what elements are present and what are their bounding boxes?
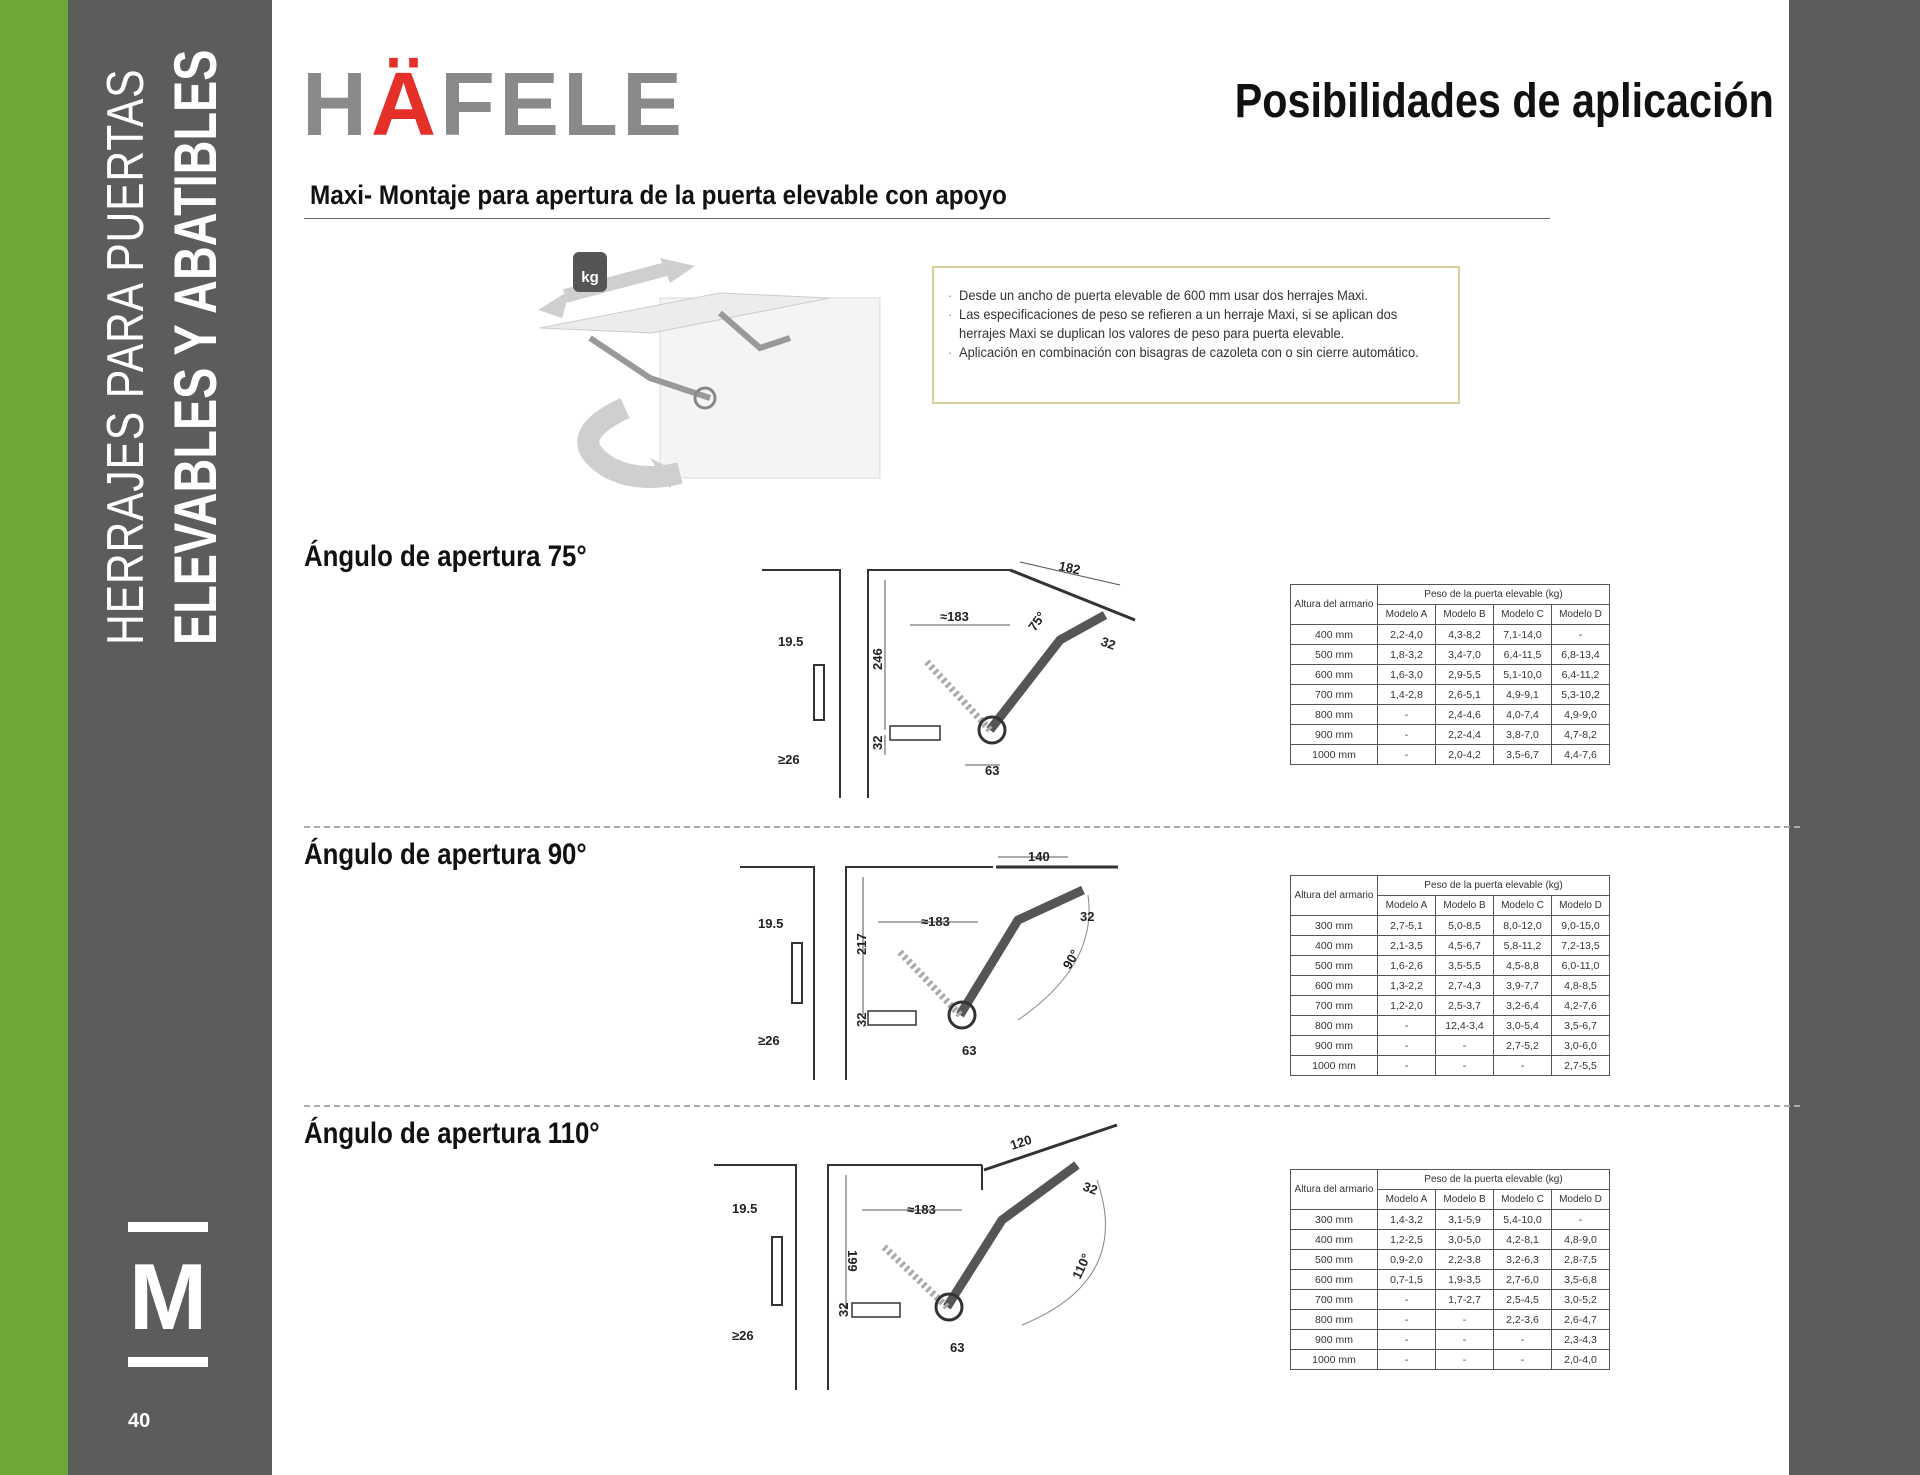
table-row: [1291, 1330, 1610, 1350]
table-cell: 300 mm: [1291, 1210, 1378, 1230]
dim-top: 182: [1057, 558, 1082, 578]
table-model-header: Modelo B: [1436, 896, 1494, 916]
diagram-75: [760, 550, 1140, 800]
table-model-header: Modelo A: [1378, 1190, 1436, 1210]
table-cell: 2,7-5,1: [1378, 916, 1436, 936]
dim-arm: 32: [1080, 909, 1095, 924]
table-row-header: Altura del armario: [1291, 1170, 1378, 1210]
dim-top: 140: [1028, 849, 1050, 864]
table-cell: -: [1494, 1056, 1552, 1076]
table-cell: 6,0-11,0: [1552, 956, 1610, 976]
angle-title-90: Ángulo de apertura 90°: [304, 838, 587, 871]
table-cell: 3,2-6,3: [1494, 1250, 1552, 1270]
sidebar-green-strip: [0, 0, 68, 1475]
notes-box: [932, 266, 1460, 404]
table-cell: -: [1552, 1210, 1610, 1230]
table-cell: 3,1-5,9: [1436, 1210, 1494, 1230]
dim-side-offset: 19.5: [778, 634, 804, 649]
table-row: [1291, 1310, 1610, 1330]
sidebar-title-line2: ELEVABLES Y ABATIBLES: [162, 49, 229, 645]
table-cell: 2,7-5,5: [1552, 1056, 1610, 1076]
table-cell: -: [1378, 705, 1436, 725]
table-cell: -: [1436, 1036, 1494, 1056]
table-row: [1291, 1210, 1610, 1230]
table-cell: 500 mm: [1291, 1250, 1378, 1270]
right-margin-strip: [1789, 0, 1920, 1475]
table-cell: 5,3-10,2: [1552, 685, 1610, 705]
table-cell: 5,0-8,5: [1436, 916, 1494, 936]
section-title: Maxi- Montaje para apertura de la puerta elevable con apoyo: [310, 180, 1007, 210]
dim-angle: 110°: [1069, 1251, 1094, 1282]
table-row: [1291, 705, 1610, 725]
table-cell: 3,5-6,8: [1552, 1270, 1610, 1290]
table-cell: 800 mm: [1291, 705, 1378, 725]
table-cell: 3,4-7,0: [1436, 645, 1494, 665]
table-cell: 7,1-14,0: [1494, 625, 1552, 645]
table-cell: 4,0-7,4: [1494, 705, 1552, 725]
note-item: · Aplicación en combinación con bisagras de cazoleta con o sin cierre automático.: [948, 343, 1446, 362]
table-cell: 4,7-8,2: [1552, 725, 1610, 745]
table-row: [1291, 625, 1610, 645]
dim-width: ≈183: [940, 609, 969, 624]
diagram-110: [712, 1120, 1122, 1395]
table-cell: 3,0-5,0: [1436, 1230, 1494, 1250]
table-model-header: Modelo C: [1494, 605, 1552, 625]
table-cell: 2,8-7,5: [1552, 1250, 1610, 1270]
table-cell: 600 mm: [1291, 976, 1378, 996]
table-cell: 5,1-10,0: [1494, 665, 1552, 685]
table-cell: 6,8-13,4: [1552, 645, 1610, 665]
table-cell: 2,9-5,5: [1436, 665, 1494, 685]
table-cell: 900 mm: [1291, 725, 1378, 745]
table-cell: 900 mm: [1291, 1330, 1378, 1350]
block-divider: [304, 826, 1800, 828]
diagram-90: [738, 845, 1123, 1085]
table-row: [1291, 976, 1610, 996]
table-cell: 4,3-8,2: [1436, 625, 1494, 645]
note-item: · Las especificaciones de peso se refieren a un herraje Maxi, si se aplican dos herrajes Maxi se duplican los valores de peso para puerta elevable.: [948, 305, 1446, 343]
table-cell: 1,4-3,2: [1378, 1210, 1436, 1230]
table-cell: 7,2-13,5: [1552, 936, 1610, 956]
dim-width: ≈183: [921, 914, 950, 929]
table-cell: 4,5-8,8: [1494, 956, 1552, 976]
table-cell: 0,9-2,0: [1378, 1250, 1436, 1270]
table-row-header: Altura del armario: [1291, 585, 1378, 625]
table-row: [1291, 936, 1610, 956]
table-cell: 3,5-5,5: [1436, 956, 1494, 976]
dim-arm: 32: [1098, 633, 1118, 653]
table-cell: 6,4-11,2: [1552, 665, 1610, 685]
dim-lower: 32: [870, 735, 885, 750]
table-model-header: Modelo A: [1378, 605, 1436, 625]
table-cell: 1,9-3,5: [1436, 1270, 1494, 1290]
table-model-header: Modelo D: [1552, 896, 1610, 916]
table-cell: -: [1378, 745, 1436, 765]
table-row: [1291, 1350, 1610, 1370]
table-cell: 400 mm: [1291, 936, 1378, 956]
weight-table-90: [1290, 875, 1610, 1076]
table-cell: 8,0-12,0: [1494, 916, 1552, 936]
table-cell: 2,2-3,8: [1436, 1250, 1494, 1270]
table-cell: 2,7-6,0: [1494, 1270, 1552, 1290]
kg-label: kg: [581, 269, 599, 286]
table-cell: 1000 mm: [1291, 1056, 1378, 1076]
sidebar-title: [97, 49, 229, 645]
section-divider: [304, 218, 1550, 219]
table-row: [1291, 916, 1610, 936]
table-cell: 800 mm: [1291, 1310, 1378, 1330]
table-row: [1291, 996, 1610, 1016]
table-cell: 1,3-2,2: [1378, 976, 1436, 996]
table-cell: 2,6-4,7: [1552, 1310, 1610, 1330]
table-cell: 2,0-4,2: [1436, 745, 1494, 765]
table-cell: 5,8-11,2: [1494, 936, 1552, 956]
table-cell: 3,8-7,0: [1494, 725, 1552, 745]
table-row: [1291, 1250, 1610, 1270]
table-cell: 700 mm: [1291, 996, 1378, 1016]
table-row: [1291, 645, 1610, 665]
table-cell: 4,8-9,0: [1552, 1230, 1610, 1250]
table-cell: 1,4-2,8: [1378, 685, 1436, 705]
table-row: [1291, 745, 1610, 765]
table-cell: 500 mm: [1291, 956, 1378, 976]
table-group-header: Peso de la puerta elevable (kg): [1378, 1170, 1610, 1190]
table-cell: 900 mm: [1291, 1036, 1378, 1056]
table-cell: -: [1552, 625, 1610, 645]
table-cell: 600 mm: [1291, 1270, 1378, 1290]
table-cell: 3,0-6,0: [1552, 1036, 1610, 1056]
table-group-header: Peso de la puerta elevable (kg): [1378, 585, 1610, 605]
table-cell: -: [1378, 1056, 1436, 1076]
table-row: [1291, 1290, 1610, 1310]
dim-side-min: ≥26: [732, 1328, 754, 1343]
table-cell: 1,2-2,5: [1378, 1230, 1436, 1250]
lift-door-illustration: [530, 238, 900, 488]
table-cell: 3,9-7,7: [1494, 976, 1552, 996]
table-cell: 4,9-9,0: [1552, 705, 1610, 725]
table-cell: 2,2-4,0: [1378, 625, 1436, 645]
table-row: [1291, 1036, 1610, 1056]
table-cell: -: [1378, 1310, 1436, 1330]
weight-table-75: [1290, 584, 1610, 765]
maxi-m-logo-icon: [128, 1222, 208, 1367]
table-cell: 9,0-15,0: [1552, 916, 1610, 936]
table-cell: 300 mm: [1291, 916, 1378, 936]
angle-title-110: Ángulo de apertura 110°: [304, 1117, 600, 1150]
table-cell: 5,4-10,0: [1494, 1210, 1552, 1230]
table-cell: -: [1378, 725, 1436, 745]
table-cell: 2,2-4,4: [1436, 725, 1494, 745]
table-cell: 600 mm: [1291, 665, 1378, 685]
table-model-header: Modelo A: [1378, 896, 1436, 916]
table-cell: 2,1-3,5: [1378, 936, 1436, 956]
table-cell: -: [1436, 1330, 1494, 1350]
table-row-header: Altura del armario: [1291, 876, 1378, 916]
table-cell: 3,2-6,4: [1494, 996, 1552, 1016]
dim-angle: 75°: [1025, 609, 1049, 634]
sidebar-title-line1: HERRAJES PARA PUERTAS: [97, 68, 155, 645]
table-cell: 1000 mm: [1291, 745, 1378, 765]
table-row: [1291, 725, 1610, 745]
table-cell: 3,0-5,2: [1552, 1290, 1610, 1310]
table-cell: 1,8-3,2: [1378, 645, 1436, 665]
dim-side-offset: 19.5: [732, 1201, 758, 1216]
dim-depth: 63: [985, 763, 1000, 778]
dim-side-offset: 19.5: [758, 916, 784, 931]
page-number: 40: [128, 1410, 151, 1432]
table-cell: -: [1378, 1016, 1436, 1036]
table-cell: 2,2-3,6: [1494, 1310, 1552, 1330]
table-cell: 800 mm: [1291, 1016, 1378, 1036]
table-cell: 4,8-8,5: [1552, 976, 1610, 996]
table-cell: -: [1436, 1310, 1494, 1330]
brand-logo: HÄFELE: [302, 55, 687, 155]
angle-title-75: Ángulo de apertura 75°: [304, 540, 587, 573]
table-cell: 4,4-7,6: [1552, 745, 1610, 765]
table-cell: 500 mm: [1291, 645, 1378, 665]
table-model-header: Modelo C: [1494, 1190, 1552, 1210]
table-row: [1291, 1056, 1610, 1076]
table-cell: 1,7-2,7: [1436, 1290, 1494, 1310]
table-cell: -: [1378, 1330, 1436, 1350]
table-cell: -: [1436, 1056, 1494, 1076]
table-cell: 2,6-5,1: [1436, 685, 1494, 705]
table-cell: 2,7-4,3: [1436, 976, 1494, 996]
table-cell: 4,2-8,1: [1494, 1230, 1552, 1250]
table-model-header: Modelo D: [1552, 1190, 1610, 1210]
table-cell: 2,7-5,2: [1494, 1036, 1552, 1056]
table-cell: 4,9-9,1: [1494, 685, 1552, 705]
table-row: [1291, 956, 1610, 976]
note-item: · Desde un ancho de puerta elevable de 600 mm usar dos herrajes Maxi.: [948, 286, 1446, 305]
table-cell: -: [1494, 1330, 1552, 1350]
dim-lower: 32: [836, 1302, 851, 1317]
table-cell: 4,2-7,6: [1552, 996, 1610, 1016]
table-cell: 0,7-1,5: [1378, 1270, 1436, 1290]
table-cell: 2,5-3,7: [1436, 996, 1494, 1016]
table-cell: 3,5-6,7: [1494, 745, 1552, 765]
table-row: [1291, 665, 1610, 685]
dim-height: 217: [854, 933, 869, 955]
table-cell: 1000 mm: [1291, 1350, 1378, 1370]
table-cell: 12,4-3,4: [1436, 1016, 1494, 1036]
dim-depth: 63: [950, 1340, 965, 1355]
block-divider: [304, 1105, 1800, 1107]
table-cell: 400 mm: [1291, 1230, 1378, 1250]
table-model-header: Modelo C: [1494, 896, 1552, 916]
table-cell: 3,0-5,4: [1494, 1016, 1552, 1036]
table-cell: 4,5-6,7: [1436, 936, 1494, 956]
table-cell: -: [1378, 1290, 1436, 1310]
table-cell: 700 mm: [1291, 685, 1378, 705]
table-cell: 2,5-4,5: [1494, 1290, 1552, 1310]
page-title: Posibilidades de aplicación: [1234, 75, 1774, 128]
dim-side-min: ≥26: [778, 752, 800, 767]
table-model-header: Modelo D: [1552, 605, 1610, 625]
dim-height: 199: [845, 1250, 860, 1272]
dim-width: ≈183: [907, 1202, 936, 1217]
table-row: [1291, 1230, 1610, 1250]
table-cell: 1,2-2,0: [1378, 996, 1436, 1016]
table-cell: -: [1378, 1350, 1436, 1370]
table-cell: -: [1494, 1350, 1552, 1370]
dim-height: 246: [870, 648, 885, 670]
table-row: [1291, 685, 1610, 705]
table-row: [1291, 1270, 1610, 1290]
m-logo-letter: M: [128, 1244, 208, 1349]
table-model-header: Modelo B: [1436, 605, 1494, 625]
table-row: [1291, 1016, 1610, 1036]
dim-angle: 90°: [1059, 946, 1083, 972]
table-cell: 1,6-3,0: [1378, 665, 1436, 685]
table-cell: 700 mm: [1291, 1290, 1378, 1310]
table-model-header: Modelo B: [1436, 1190, 1494, 1210]
weight-table-110: [1290, 1169, 1610, 1370]
dim-lower: 32: [854, 1012, 869, 1027]
dim-side-min: ≥26: [758, 1033, 780, 1048]
table-cell: 400 mm: [1291, 625, 1378, 645]
table-group-header: Peso de la puerta elevable (kg): [1378, 876, 1610, 896]
dim-depth: 63: [962, 1043, 977, 1058]
table-cell: 2,4-4,6: [1436, 705, 1494, 725]
table-cell: 3,5-6,7: [1552, 1016, 1610, 1036]
table-cell: 2,0-4,0: [1552, 1350, 1610, 1370]
table-cell: -: [1436, 1350, 1494, 1370]
table-cell: 2,3-4,3: [1552, 1330, 1610, 1350]
table-cell: 6,4-11,5: [1494, 645, 1552, 665]
dim-arm: 32: [1080, 1178, 1100, 1198]
table-cell: -: [1378, 1036, 1436, 1056]
dim-top: 120: [1008, 1131, 1034, 1153]
table-cell: 1,6-2,6: [1378, 956, 1436, 976]
